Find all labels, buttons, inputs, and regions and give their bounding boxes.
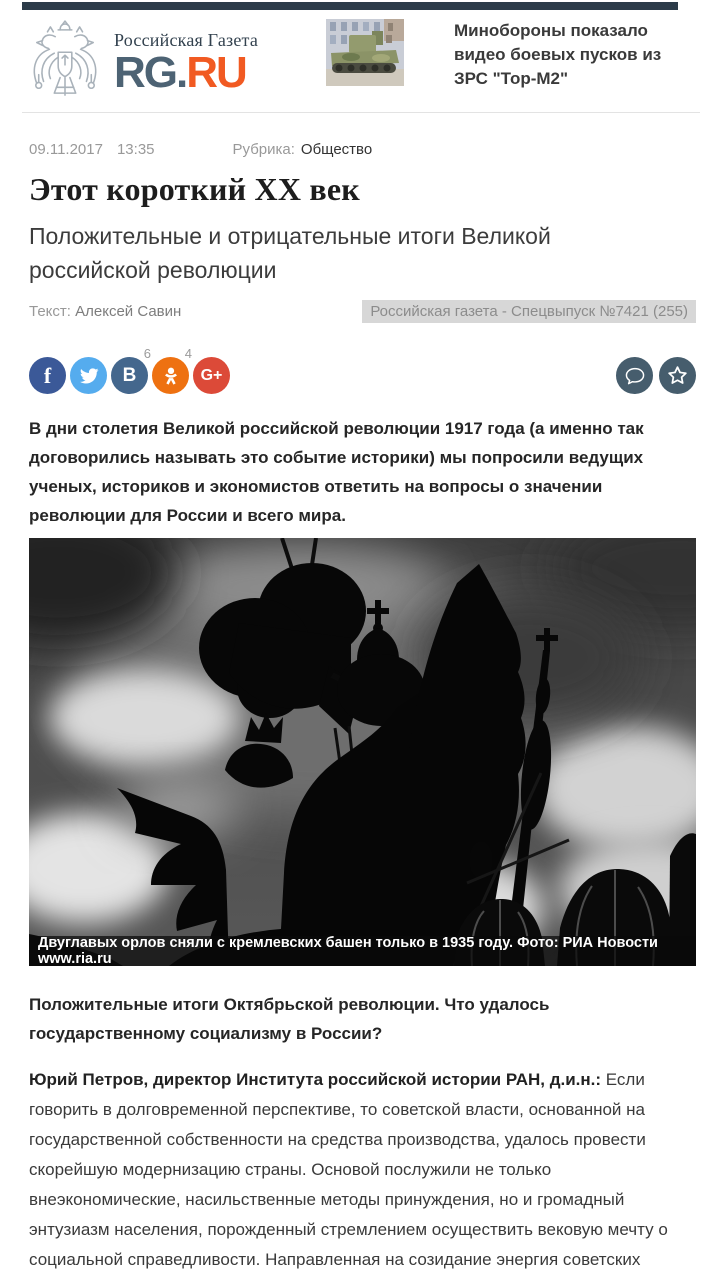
photo-caption: Двуглавых орлов сняли с кремлевских башен только в 1935 году. Фото: РИА Новости www.ria.ru [29, 936, 696, 966]
teaser-thumbnail-image [326, 19, 404, 86]
share-vk-button[interactable] [111, 346, 151, 394]
site-header [22, 10, 700, 112]
rubric-link[interactable]: Общество [300, 141, 373, 158]
answer-text: Если говорить в долговременной перспективе, то советской власти, основанной на государственной собственности на средства производства, удалось провести скорейшую модернизацию страны. Основой послужили не только внеэкономические, насильственные методы принуждения, но и громадный энтузиазм населения, порожденный стремлением осуществить вековую мечту о социальной справедливости. Направленная на созидание энергия советских [29, 1070, 668, 1269]
interview-answer [29, 1065, 696, 1275]
share-googleplus-button[interactable] [193, 357, 230, 394]
article-photo-figure [29, 538, 696, 966]
comment-bubble-icon [624, 366, 646, 386]
top-accent-bar [22, 2, 678, 10]
star-icon [667, 365, 688, 386]
article-title: Этот короткий XX век [29, 171, 360, 207]
twitter-bird-icon [79, 366, 99, 386]
byline-row [29, 300, 696, 323]
googleplus-icon: G+ [200, 366, 223, 384]
article-subtitle: Положительные и отрицательные итоги Великой российской революции [29, 223, 551, 283]
issue-badge[interactable]: Российская газета - Спецвыпуск №7421 (255) [362, 300, 696, 323]
author-name: Алексей Савин [75, 303, 182, 320]
vk-icon: В [122, 364, 137, 386]
comments-button[interactable] [616, 357, 653, 394]
brand-name: Российская Газета [114, 29, 259, 50]
publish-time: 13:35 [116, 141, 155, 158]
coat-of-arms-icon [28, 17, 102, 105]
rg-ru-logo [114, 47, 258, 97]
article-actions [610, 357, 696, 394]
eagle-silhouette-photo [29, 538, 696, 966]
share-row [29, 346, 696, 394]
header-divider [22, 112, 700, 113]
answer-speaker: Юрий Петров, директор Института российской истории РАН, д.и.н.: [29, 1070, 602, 1089]
publish-date: 09.11.2017 [29, 141, 103, 158]
share-facebook-button[interactable] [29, 357, 66, 394]
favorite-button[interactable] [659, 357, 696, 394]
teaser-headline[interactable]: Минобороны показало видео боевых пусков из ЗРС "Тор-М2" [454, 21, 662, 88]
ok-share-count: 4 [184, 346, 192, 361]
byline-label: Текст: [29, 303, 71, 320]
site-logo-link[interactable] [22, 17, 258, 105]
teaser-link[interactable] [326, 19, 689, 91]
logo-ru-part: RU [186, 47, 246, 97]
rubric-label: Рубрика: [232, 141, 295, 158]
odnoklassniki-person-icon [161, 365, 181, 387]
share-odnoklassniki-button[interactable] [152, 346, 192, 394]
facebook-icon: f [43, 362, 52, 388]
article-lead: В дни столетия Великой российской революции 1917 года (а именно так договорились называть это событие историки) мы попросили ведущих ученых, историков и экономистов ответить на вопросы о значении революции для России и всего мира. [29, 419, 644, 525]
article [22, 141, 700, 1275]
vk-share-count: 6 [143, 346, 151, 361]
brand-text-block [114, 29, 259, 97]
article-meta-row [29, 141, 700, 158]
interview-question: Положительные итоги Октябрьской революции. Что удалось государственному социализму в России? [29, 995, 550, 1043]
share-twitter-button[interactable] [70, 357, 107, 394]
logo-rg-part: RG. [114, 47, 187, 97]
byline [29, 303, 181, 320]
